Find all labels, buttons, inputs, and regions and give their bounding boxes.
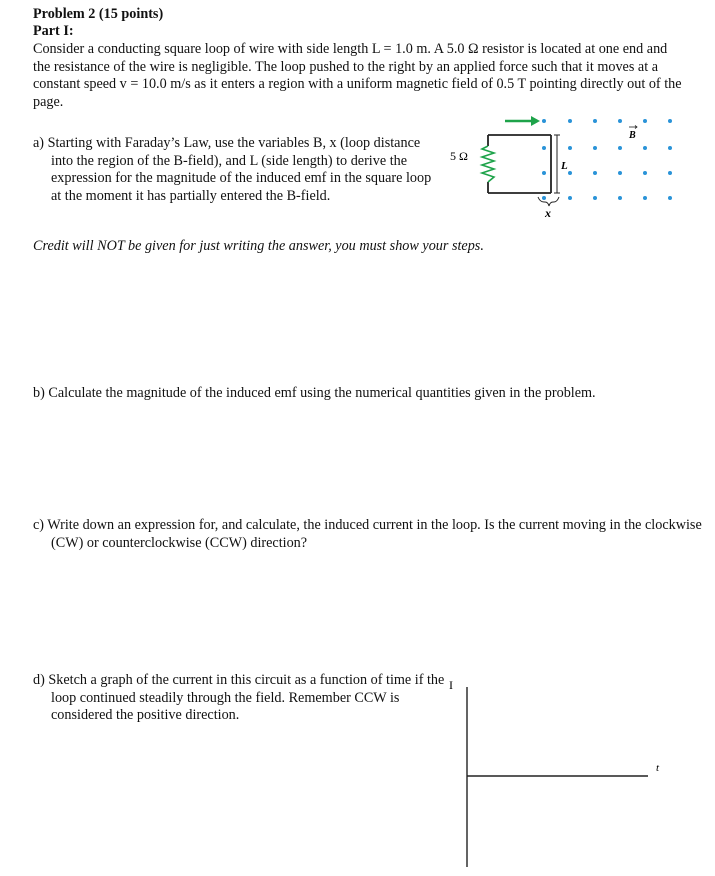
square-loop bbox=[488, 135, 551, 193]
y-axis-label: I bbox=[449, 678, 453, 692]
question-c: c) Write down an expression for, and calculate, the induced current in the loop. Is the current moving in the clockwise (CW) or counterclockwise (CCW) direction? bbox=[33, 517, 702, 551]
current-time-graph bbox=[440, 672, 660, 872]
question-b: b) Calculate the magnitude of the induced emf using the numerical quantities given in the problem. bbox=[33, 385, 596, 401]
x-axis-label: t bbox=[656, 762, 660, 774]
field-label: B bbox=[629, 130, 636, 141]
side-length-label: L bbox=[561, 160, 568, 172]
question-a: a) Starting with Faraday’s Law, use the variables B, x (loop distance into the region of the B-field), and L (side length) to derive the expression for the magnitude of the induced emf in the square loop at the moment it has partially entered the B-field. bbox=[33, 135, 432, 204]
side-length-marker bbox=[554, 135, 560, 193]
distance-brace bbox=[538, 197, 559, 206]
resistor-label: 5 Ω bbox=[450, 149, 468, 163]
problem-intro: Consider a conducting square loop of wire with side length L = 1.0 m. A 5.0 Ω resistor is located at one end and the resistance of the wire is negligible. The loop pushed to the right by an applied force such that it moves at a constant speed v = 10.0 m/s as it enters a region with a uniform magnetic field of 0.5 T pointing directly out of the page. bbox=[33, 41, 682, 110]
part-title: Part I: bbox=[33, 23, 74, 39]
velocity-arrow bbox=[505, 116, 540, 126]
question-d: d) Sketch a graph of the current in this circuit as a function of time if the loop continued steadily through the field. Remember CCW is considered the positive direction. bbox=[33, 672, 445, 724]
distance-label: x bbox=[545, 206, 551, 220]
field-vector-arrow bbox=[629, 126, 637, 129]
resistor-symbol bbox=[482, 146, 494, 182]
problem-title: Problem 2 (15 points) bbox=[33, 6, 164, 22]
credit-note: Credit will NOT be given for just writing the answer, you must show your steps. bbox=[33, 238, 484, 254]
loop-diagram bbox=[448, 108, 678, 228]
